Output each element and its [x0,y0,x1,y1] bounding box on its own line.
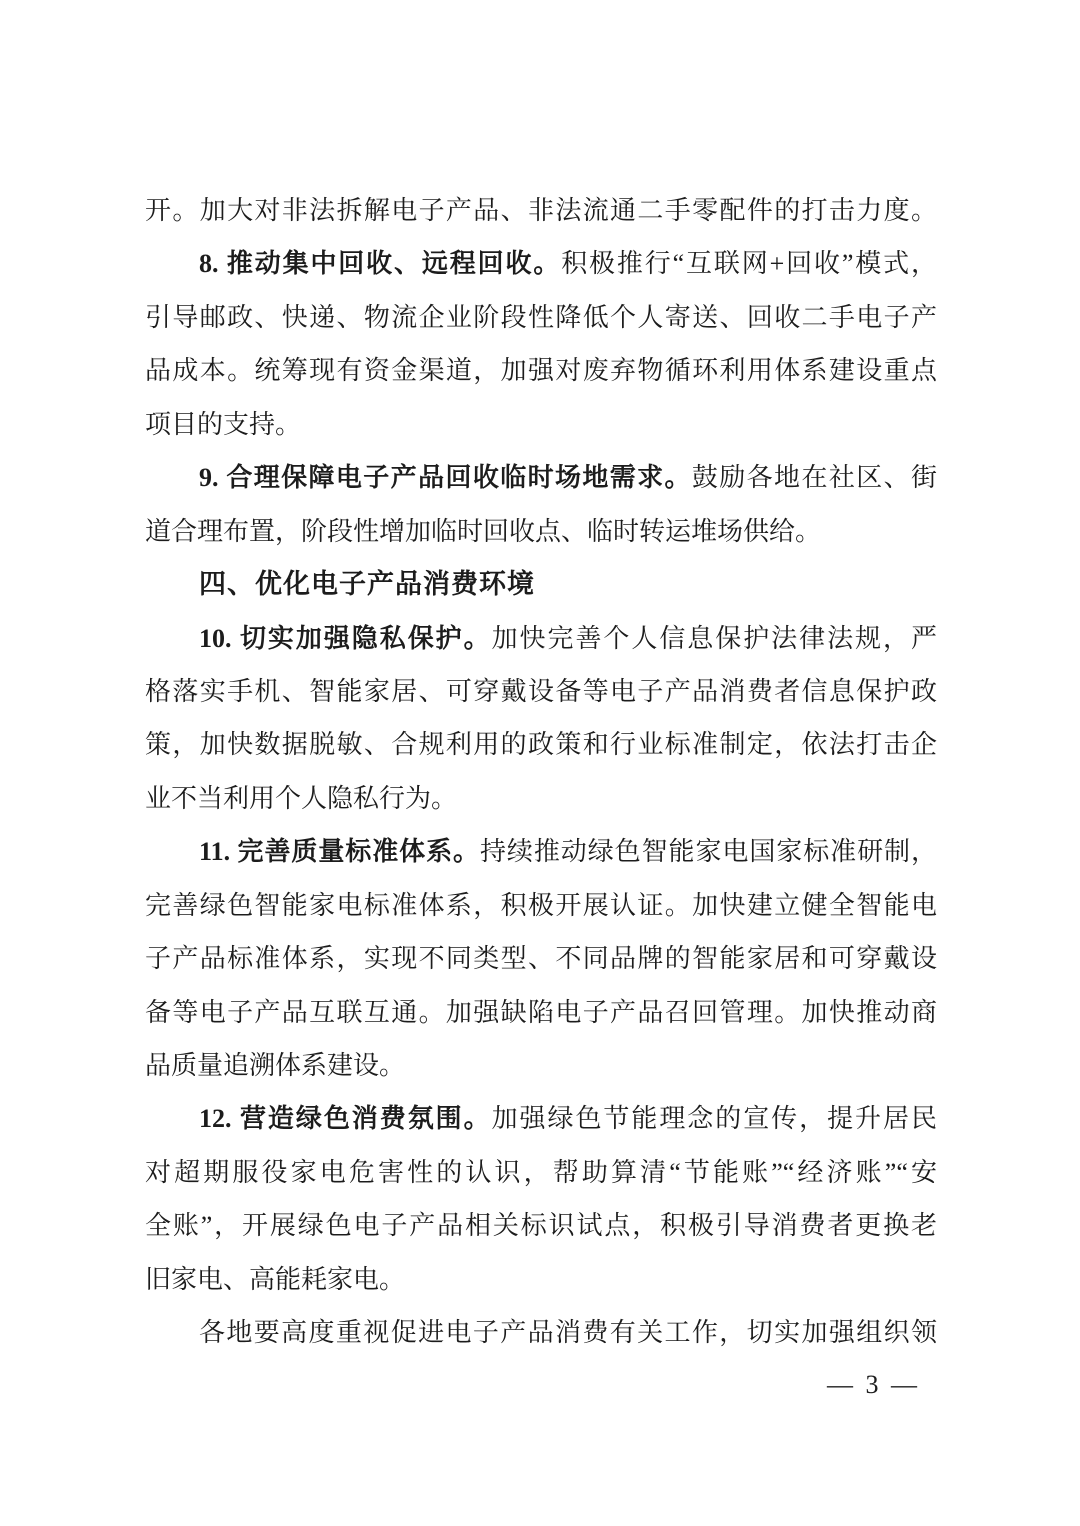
line-text: 持续推动绿色智能家电国家标准研制， [479,837,937,867]
item-number-title: 10. 切实加强隐私保护。 [199,623,492,653]
item-number-title: 9. 合理保障电子产品回收临时场地需求。 [199,463,692,493]
text-line [145,1039,937,1092]
section-heading-text: 四、优化电子产品消费环境 [199,569,535,600]
line-text: 格落实手机、智能家居、可穿戴设备等电子产品消费者信息保护政 [145,676,937,706]
line-text: 各地要高度重视促进电子产品消费有关工作，切实加强组织领 [199,1318,937,1348]
line-text: 策，加快数据脱敏、合规利用的政策和行业标准制定，依法打击企 [145,730,937,760]
text-line [145,1306,937,1359]
item-number-title: 11. 完善质量标准体系。 [199,837,480,867]
text-line [145,932,937,985]
text-line [145,451,937,504]
text-line [145,237,937,290]
line-text: 加强绿色节能理念的宣传，提升居民 [491,1104,937,1134]
text-line [145,291,937,344]
text-line [145,718,937,771]
line-text: 加快完善个人信息保护法律法规，严 [491,623,937,653]
page-number: — 3 — [827,1370,920,1399]
line-text: 品质量追溯体系建设。 [145,1051,406,1080]
item-number-title: 8. 推动集中回收、远程回收。 [199,249,562,279]
line-text: 备等电子产品互联互通。加强缺陷电子产品召回管理。加快推动商 [145,997,937,1027]
line-text: 引导邮政、快递、物流企业阶段性降低个人寄送、回收二手电子产 [145,302,937,332]
text-line [145,184,937,237]
text-line [145,505,937,558]
line-text: 道合理布置，阶段性增加临时回收点、临时转运堆场供给。 [145,516,822,546]
text-line [145,1146,937,1199]
line-text: 开。加大对非法拆解电子产品、非法流通二手零配件的打击力度。 [145,196,937,225]
document-text-block [145,184,937,1360]
text-line [145,612,937,665]
line-text: 旧家电、高能耗家电。 [145,1264,406,1294]
text-line [145,344,937,397]
item-number-title: 12. 营造绿色消费氛围。 [199,1104,492,1134]
text-line [145,1199,937,1252]
line-text: 对超期服役家电危害性的认识，帮助算清“节能账”“经济账”“安 [145,1157,937,1187]
line-text: 子产品标准体系，实现不同类型、不同品牌的智能家居和可穿戴设 [145,944,937,974]
line-text: 积极推行“互联网+回收”模式， [561,249,937,279]
text-line [145,1092,937,1145]
line-text: 鼓励各地在社区、街 [691,463,937,493]
text-line [145,825,937,878]
section-heading [145,558,937,611]
text-line [145,986,937,1039]
line-text: 全账”，开展绿色电子产品相关标识试点，积极引导消费者更换老 [145,1211,937,1241]
line-text: 业不当利用个人隐私行为。 [145,783,458,813]
line-text: 品成本。统筹现有资金渠道，加强对废弃物循环利用体系建设重点 [145,356,937,386]
text-line [145,879,937,932]
text-line [145,772,937,825]
line-text: 项目的支持。 [145,409,302,439]
text-line [145,1253,937,1306]
text-line [145,665,937,718]
line-text: 完善绿色智能家电标准体系，积极开展认证。加快建立健全智能电 [145,890,937,920]
text-line [145,398,937,451]
